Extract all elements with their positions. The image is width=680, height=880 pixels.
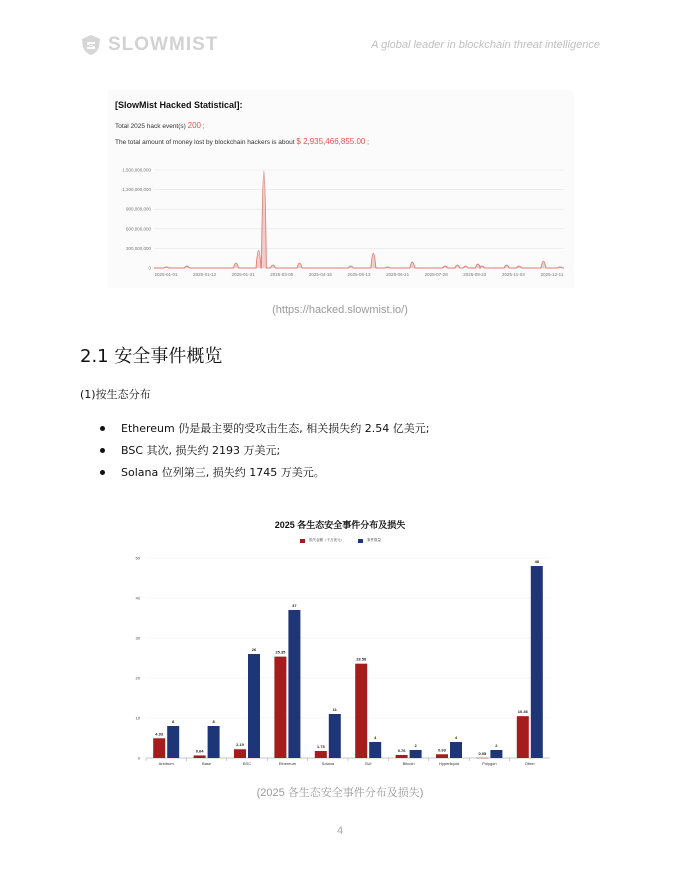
bullet-dot-icon <box>100 448 105 453</box>
events-suffix: ; <box>202 123 205 130</box>
amount-prefix: The total amount of money lost by blockchain hackers is about <box>115 139 295 146</box>
bar-loss <box>153 738 165 758</box>
data-label: 4 <box>454 735 458 740</box>
x-tick-label: 2025-09-23 <box>463 272 487 277</box>
data-label: 25.35 <box>275 649 286 655</box>
bar-loss <box>436 754 448 758</box>
bullet-text: Ethereum 仍是最主要的受攻击生态, 相关损失约 2.54 亿美元; <box>121 422 430 435</box>
y-tick-label: 50 <box>135 555 140 561</box>
data-label: 4.93 <box>155 731 164 737</box>
bar-count <box>288 610 300 758</box>
amount-value: $ 2,935,466,855.00 <box>296 137 366 146</box>
data-label: 2 <box>495 743 498 748</box>
x-tick-label: 2025-01-01 <box>154 272 178 277</box>
bar-loss <box>194 755 206 758</box>
y-tick-label: 40 <box>135 595 140 601</box>
bullet-text: Solana 位列第三, 损失约 1745 万美元。 <box>121 466 325 479</box>
x-tick-label: Ethereum <box>278 761 297 766</box>
x-tick-label: Arbitrum <box>158 761 174 766</box>
y-tick-label: 300,000,000 <box>125 245 151 251</box>
bar-count <box>450 742 462 758</box>
x-tick-label: Other <box>524 761 535 766</box>
legend-swatch-count <box>358 539 363 543</box>
legend-label-count: 事件数量 <box>367 538 381 542</box>
shield-logo-icon <box>80 34 102 56</box>
chart-caption: (2025 各生态安全事件分布及损失) <box>256 787 424 799</box>
slowmist-logo <box>80 34 218 56</box>
x-tick-label: 2025-04-15 <box>308 272 332 277</box>
x-tick-label: 2025-12-11 <box>540 272 564 277</box>
bar-loss <box>396 755 408 758</box>
data-label: 8 <box>172 719 175 724</box>
x-tick-label: Base <box>202 761 212 766</box>
data-label: 48 <box>534 559 540 564</box>
bar-count <box>490 750 502 758</box>
x-tick-label: SUI <box>364 761 372 766</box>
x-tick-label: 2025-03-05 <box>270 272 294 277</box>
bar-count <box>531 566 543 758</box>
data-label: 0.93 <box>438 747 446 753</box>
bullet-item <box>100 464 325 480</box>
data-label: 11 <box>332 707 337 712</box>
data-label: 10.46 <box>517 709 528 715</box>
bullet-text: BSC 其次, 损失约 2193 万美元; <box>121 444 281 457</box>
logo-text: SLOWMIST <box>108 34 219 55</box>
y-tick-label: 600,000,000 <box>125 226 151 232</box>
amount-suffix: ; <box>367 139 369 146</box>
data-label: 1.75 <box>316 744 325 749</box>
bar-loss <box>355 664 367 758</box>
y-tick-label: 20 <box>135 675 140 681</box>
y-tick-label: 0 <box>148 265 151 271</box>
x-tick-label: 2025-11-03 <box>502 272 525 277</box>
bar-count <box>369 742 381 758</box>
x-tick-label: Hyperliquid <box>438 761 460 766</box>
bar-loss <box>517 716 529 758</box>
data-label: 23.58 <box>356 656 367 662</box>
bar-count <box>167 726 179 758</box>
page-number: 4 <box>336 825 344 837</box>
y-tick-label: 900,000,000 <box>125 206 151 212</box>
legend-label-loss: 损失金额（千万美元） <box>309 538 344 542</box>
data-label: 8 <box>212 719 215 724</box>
stats-events-line <box>115 121 205 130</box>
x-tick-label: BSC <box>242 761 252 766</box>
bullet-dot-icon <box>100 426 105 431</box>
x-tick-label: 2025-06-21 <box>386 272 410 277</box>
stats-title: [SlowMist Hacked Statistical]: <box>115 100 243 110</box>
x-tick-label: Solana <box>321 761 335 766</box>
x-tick-label: 2025-07-28 <box>424 272 448 277</box>
hack-line-chart <box>108 160 574 285</box>
chart-legend <box>300 538 381 543</box>
chart-title: 2025 各生态安全事件分布及损失 <box>274 520 406 530</box>
bullet-item <box>100 420 429 436</box>
stats-amount-line <box>115 137 369 146</box>
bar-count <box>208 726 220 758</box>
events-prefix: Total 2025 hack event(s) <box>115 123 186 130</box>
x-tick-label: Bitcoin <box>402 761 415 766</box>
data-label: 2 <box>414 743 417 748</box>
data-label: 4 <box>374 735 377 740</box>
data-label: 2.19 <box>236 742 244 748</box>
bar-loss <box>274 657 286 758</box>
data-label: 0.76 <box>397 747 406 753</box>
data-label: 0.05 <box>478 750 487 756</box>
data-label: 37 <box>292 603 297 608</box>
legend-swatch-loss <box>300 539 305 543</box>
bar-loss <box>234 749 246 758</box>
header-tagline: A global leader in blockchain threat intelligence <box>371 39 600 51</box>
y-tick-label: 30 <box>135 635 140 641</box>
bar-count <box>329 714 341 758</box>
y-tick-label: 1,500,000,000 <box>122 167 151 173</box>
stats-caption: (https://hacked.slowmist.io/) <box>272 304 408 316</box>
x-tick-label: 2025-01-31 <box>231 272 255 277</box>
y-tick-label: 1,200,000,000 <box>122 187 151 193</box>
bar-count <box>248 654 260 758</box>
section-heading: 2.1 安全事件概览 <box>80 346 223 367</box>
data-label: 0.64 <box>195 748 204 754</box>
bullet-item <box>100 442 280 458</box>
y-tick-label: 0 <box>137 755 140 761</box>
hack-amount-series <box>154 171 564 268</box>
section-subheading: (1)按生态分布 <box>80 388 151 401</box>
bullet-dot-icon <box>100 470 105 475</box>
bar-count <box>410 750 422 758</box>
x-tick-label: Polygon <box>482 761 497 766</box>
x-tick-label: 2025-05-13 <box>347 272 371 277</box>
events-value: 200 <box>187 121 201 130</box>
data-label: 26 <box>251 647 257 652</box>
y-tick-label: 10 <box>135 715 140 721</box>
ecosystem-bar-chart <box>120 548 560 770</box>
x-tick-label: 2025-01-12 <box>193 272 217 277</box>
bar-loss <box>315 751 327 758</box>
